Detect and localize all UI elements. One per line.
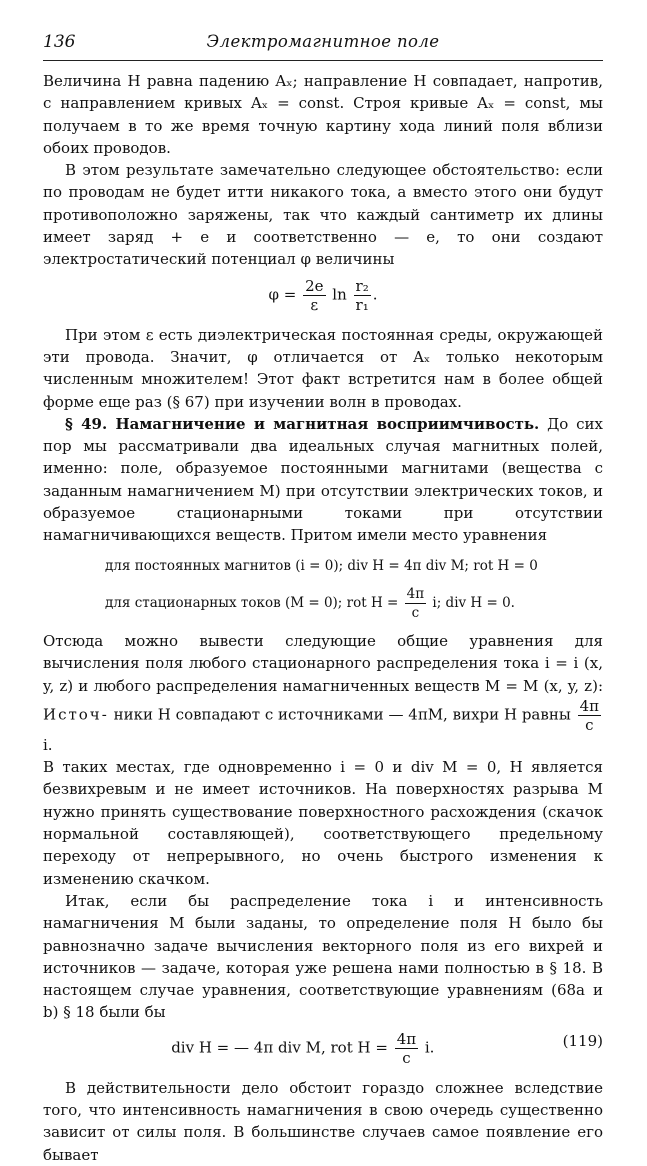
sources-num: 4π — [579, 696, 599, 715]
paragraph-5: Отсюда можно вывести следующие общие уравнения для вычисления поля любого стационарного распределения тока i = i (x, y, z) и любого распределения намагниченных веществ M = M (x, y, z): — [43, 631, 603, 695]
sources-den: c — [585, 715, 594, 734]
paragraph-2: В этом результате замечательно следующее обстоятельство: если по проводам не будет итти никакого тока, а вместо этого они будут противоположно заряжены, так что каждый сантиметр их длины имеет заряд + e и соответственно — e, то они создают электростатический потенциал φ величины — [43, 161, 603, 269]
page-body — [43, 70, 603, 1166]
paragraph-5-container — [43, 630, 603, 756]
formula-phi-end: . — [372, 285, 378, 304]
formula-119 — [43, 1030, 603, 1067]
formula-119-a: div H = — 4π div M, rot H = — [171, 1038, 388, 1057]
formula-phi-den: ε — [310, 295, 319, 314]
formula-phi-num: 2e — [305, 276, 324, 295]
formula-magnets: для постоянных магнитов (i = 0); div H = 4π div M; rot H = 0 — [105, 557, 538, 574]
formula-currents-a: для стационарных токов (M = 0); rot H = — [105, 594, 399, 611]
formula-phi-rden: r₁ — [355, 295, 369, 314]
formula-phi-lhs: φ = — [268, 285, 297, 304]
sources-a: Источ- — [43, 705, 109, 724]
formula-currents-den: c — [411, 604, 420, 621]
formula-119-num: 4π — [396, 1029, 417, 1048]
formula-currents-b: i; div H = 0. — [432, 594, 515, 611]
section-paragraph — [43, 413, 603, 547]
formula-phi-fraction — [303, 277, 325, 314]
formula-currents-fraction — [405, 585, 426, 622]
running-header — [43, 28, 603, 61]
sources-tail: i. — [43, 735, 53, 754]
formula-phi — [43, 277, 603, 314]
sources-fraction — [578, 697, 601, 734]
formula-phi-rnum: r₂ — [355, 276, 369, 295]
sources-b: ники H совпадают с источниками — 4πM, вихри H равны — [113, 705, 571, 724]
section-heading: § 49. Намагничение и магнитная восприимчивость. — [65, 414, 540, 433]
paragraph-1: Величина H равна падению Aₓ; направление H совпадает, напротив, с направлением кривых Aₓ = const. Строя кривые Aₓ = const, мы получаем в то же время точную картину хода линий поля вблизи обоих проводов. — [43, 72, 603, 157]
formula-119-b: i. — [424, 1038, 435, 1057]
page — [43, 28, 603, 1166]
formula-currents-num: 4π — [406, 585, 425, 602]
formula-phi-ratio — [354, 277, 371, 314]
section-lead: До сих пор — [43, 414, 603, 456]
formula-currents — [43, 585, 603, 622]
equation-number-119: (119) — [562, 1031, 603, 1050]
paragraph-6: В таких местах, где одновременно i = 0 и div M = 0, H является безвихревым и не имеет источников. На поверхностях разрыва M нужно принять существование поверхностного расхождения (скачок нормальной составляющей), соответствующего предельному переходу от непрерывного, но очень быстрого изменения к изменению скачком. — [43, 758, 603, 888]
formula-119-den: c — [402, 1048, 411, 1067]
paragraph-3: При этом ε есть диэлектрическая постоянная среды, окружающей эти провода. Значит, φ отличается от Aₓ только некоторым численным множителем! Этот факт встретится нам в более общей форме еще раз (§ 67) при изучении волн в проводах. — [43, 325, 603, 411]
formula-119-fraction — [395, 1030, 418, 1067]
running-title: Электромагнитное поле — [206, 32, 440, 51]
paragraph-7: Итак, если бы распределение тока i и интенсивность намагничения M были заданы, то определение поля H было бы равнозначно задаче вычисления векторного поля из его вихрей и источников — задаче, которая уже решена нами полностью в § 18. В настоящем случае уравнения, соответствующие уравнениям (68a и b) § 18 были бы — [43, 891, 603, 1022]
page-number: 136 — [43, 32, 76, 52]
paragraph-8: В действительности дело обстоит гораздо сложнее вследствие того, что интенсивность намагничения в свою очередь существенно зависит от силы поля. В большинстве случаев самое появление его бывает — [43, 1078, 603, 1164]
paragraph-4: мы рассматривали два идеальных случая магнитных полей, именно: поле, образуемое постоянными магнитами (вещества с заданным намагничением M) при отсутствии электрических токов, и образуемое стационарными токами при отсутствии намагничивающихся веществ. Притом имели место уравнения — [43, 437, 603, 545]
formula-phi-ln: ln — [332, 285, 347, 304]
